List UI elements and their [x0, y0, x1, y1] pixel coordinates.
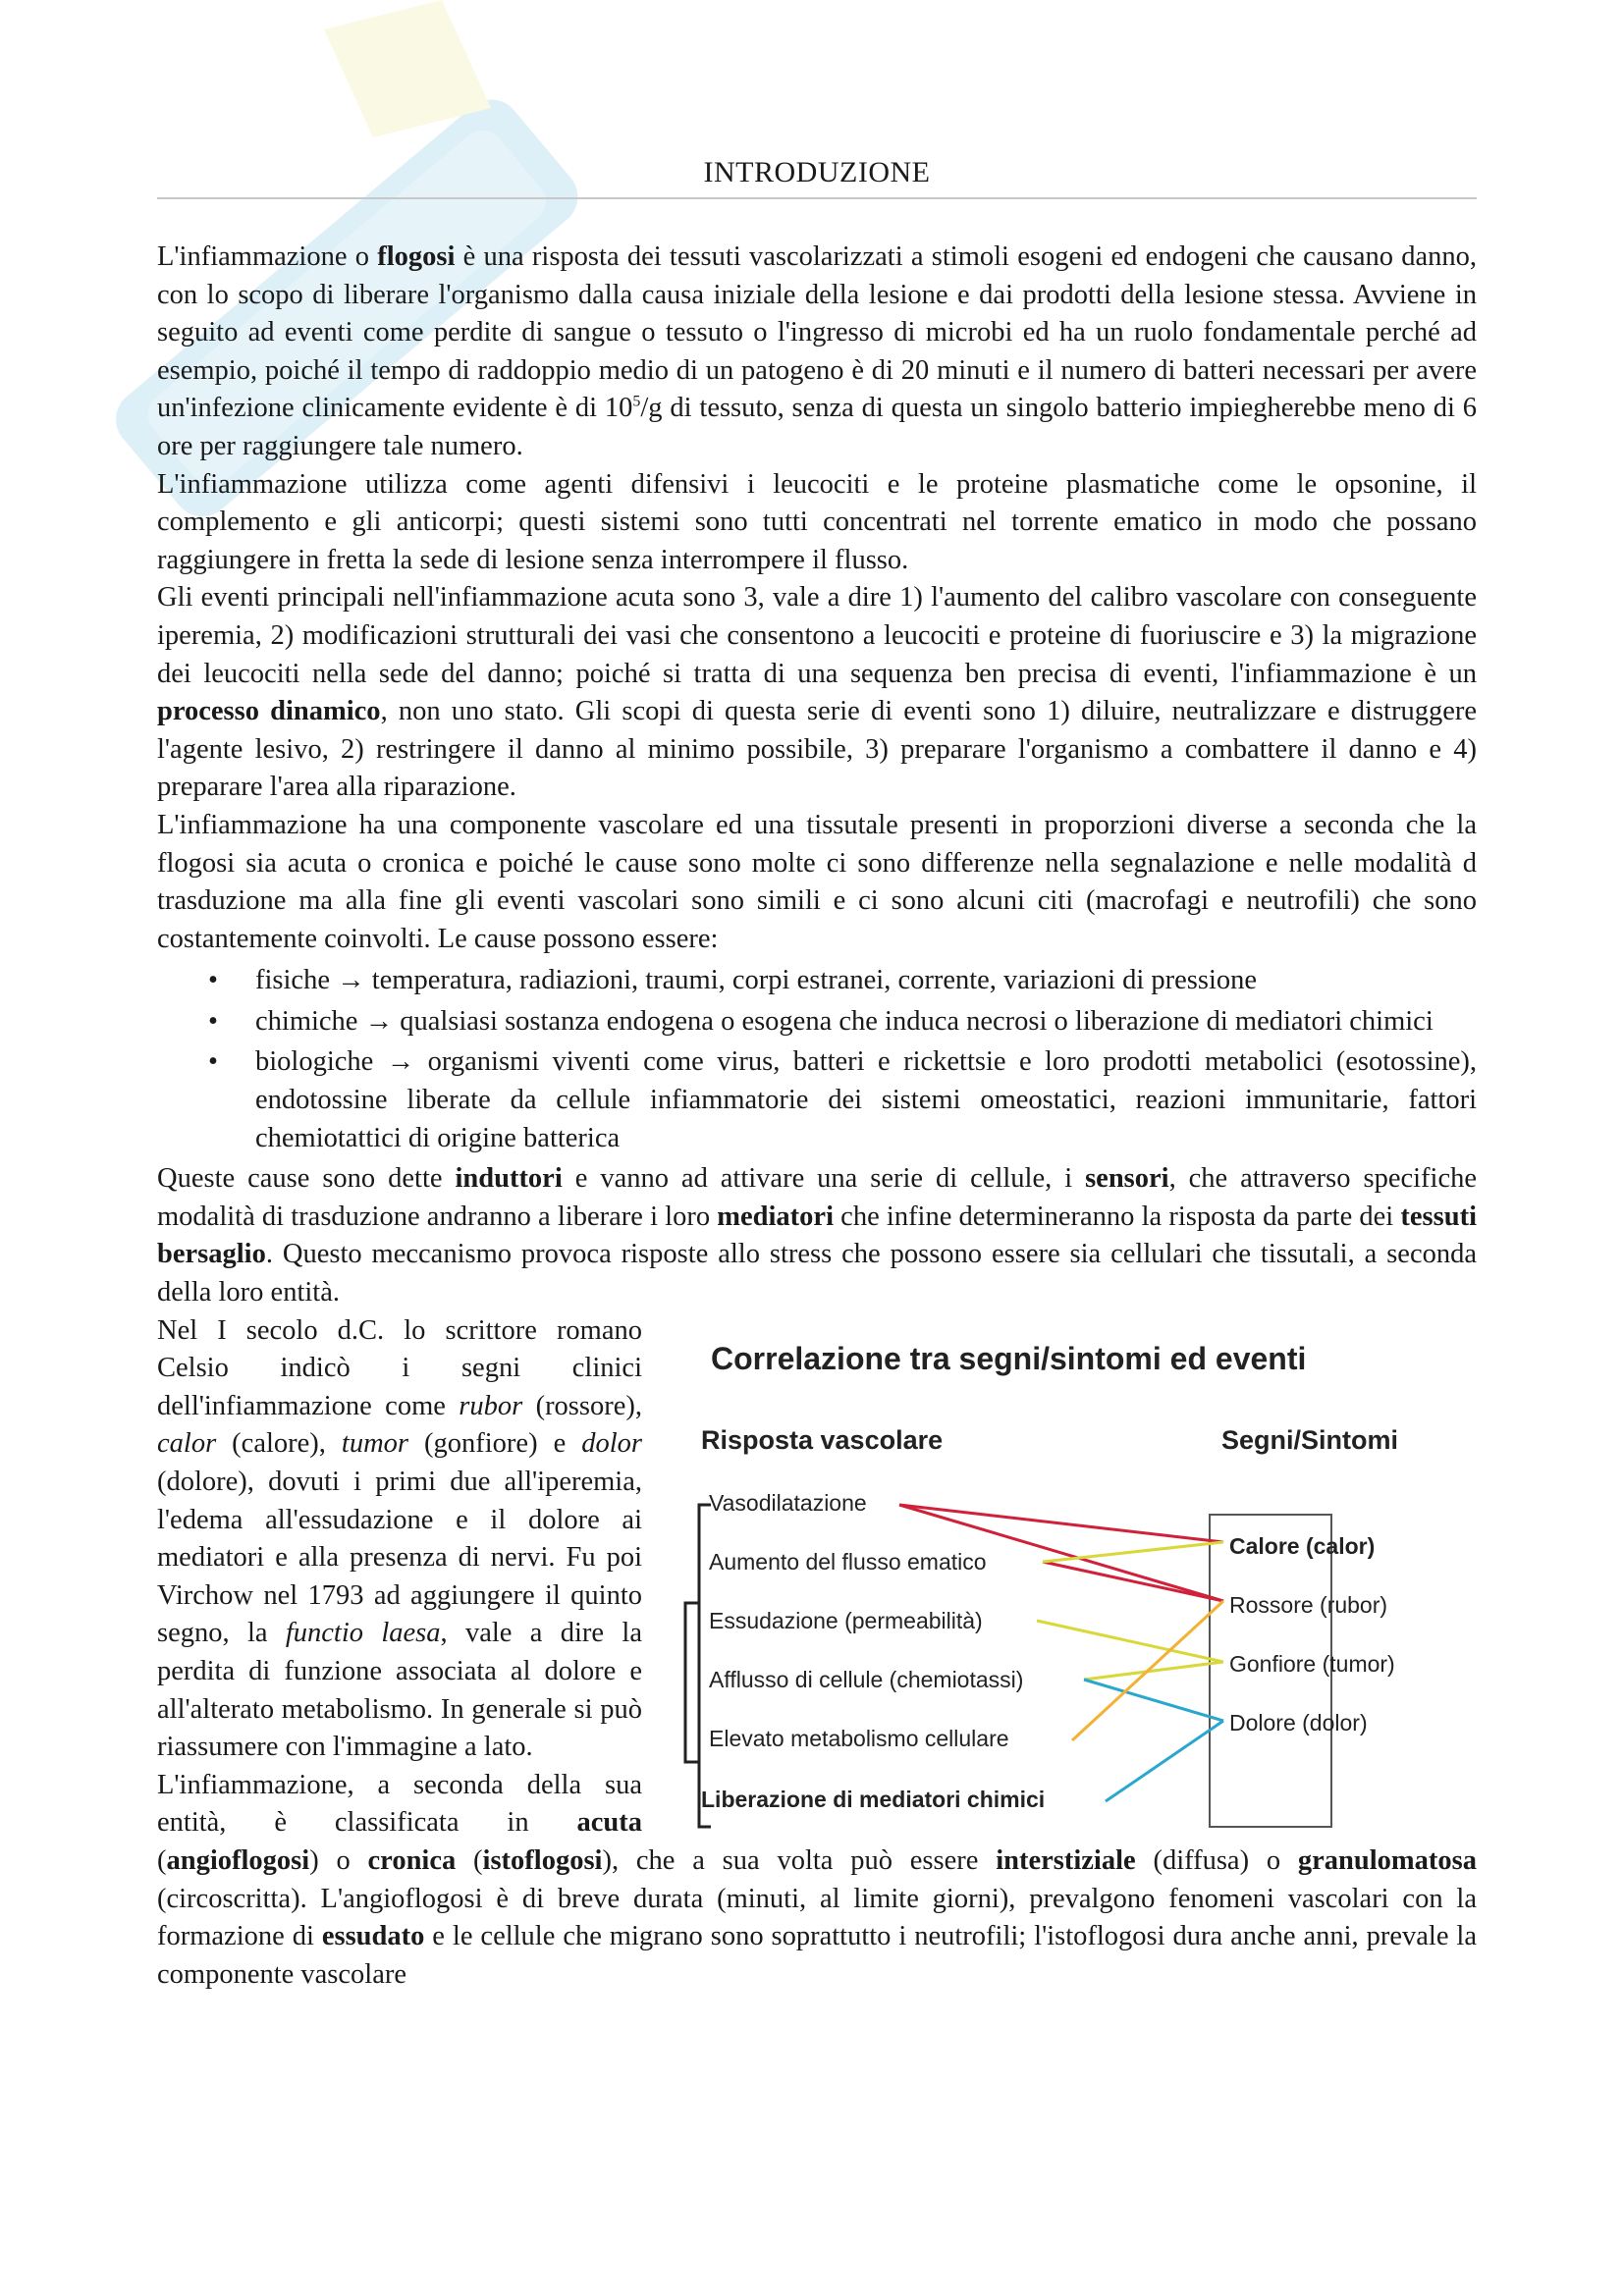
event-metabolismo: Elevato metabolismo cellulare: [709, 1725, 1009, 1751]
causes-list: [157, 962, 1477, 1157]
paragraph: Queste cause sono dette induttori e vanno ad attivare una serie di cellule, i sensori, che attraverso specifiche modalità di trasduzione andranno a liberare i loro mediatori che infine determineranno la risposta da parte dei tessuti bersaglio. Questo meccanismo provoca risposte allo stress che possono essere sia cellulari che tissutali, a seconda della loro entità.: [157, 1163, 1477, 1308]
list-item: • biologiche → organismi viventi come virus, batteri e rickettsie e loro prodotti metabolici (esotossine), endotossine liberate da cellule infiammatorie dei sistemi omeostatici, reazioni immunitarie, fattori chemiotattici di origine batterica: [157, 1043, 1477, 1157]
link-metabolismo-rossore: [1072, 1601, 1223, 1740]
signs-symptoms-figure: [672, 1318, 1477, 1837]
header-divider: [157, 197, 1477, 199]
link-flusso-rossore: [1043, 1562, 1223, 1601]
figure-title: Correlazione tra segni/sintomi ed eventi: [711, 1340, 1307, 1376]
bullet-icon: •: [208, 965, 218, 996]
bullet-icon: •: [208, 1005, 218, 1037]
event-vasodilatazione: Vasodilatazione: [709, 1489, 867, 1516]
paragraph: Gli eventi principali nell'infiammazione acuta sono 3, vale a dire 1) l'aumento del calibro vascolare con conseguente iperemia, 2) modificazioni strutturali dei vasi che consentono a leucociti e proteine di fuoriuscire e 3) la migrazione dei leucociti nella sede del danno; poiché si tratta di una sequenza ben precisa di eventi, l'infiammazione è un processo dinamico, non uno stato. Gli scopi di questa serie di eventi sono 1) diluire, neutralizzare e distruggere l'agente lesivo, 2) restringere il danno al minimo possibile, 3) preparare l'organismo a combattere il danno e 4) preparare l'area alla riparazione.: [157, 582, 1477, 803]
bullet-icon: •: [208, 1046, 218, 1078]
left-bracket-inner: [685, 1603, 699, 1762]
paragraph: L'infiammazione ha una componente vascolare ed una tissutale presenti in proporzioni diverse a seconda che la flogosi sia acuta o cronica e poiché le cause sono molte ci sono differenze nella segnalazione e nelle modalità d trasduzione ma alla fine gli eventi vascolari sono simili e ci sono alcuni citi (macrofagi e neutrofili) che sono costantemente coinvolti. Le cause possono essere:: [157, 809, 1477, 954]
event-mediatori: Liberazione di mediatori chimici: [701, 1786, 1046, 1812]
list-item: • fisiche → temperatura, radiazioni, traumi, corpi estranei, corrente, variazioni di pressione: [157, 962, 1477, 1000]
list-item: • chimiche → qualsiasi sostanza endogena o esogena che induca necrosi o liberazione di mediatori chimici: [157, 1003, 1477, 1041]
link-mediatori-dolore: [1106, 1721, 1223, 1801]
paragraph: L'infiammazione, a seconda della sua entità, è classificata in acuta (angioflogosi) o cronica (istoflogosi), che a sua volta può essere interstiziale (diffusa) o granulomatosa (circoscritta). L'angioflogosi è di breve durata (minuti, al limite giorni), prevalgono fenomeni vascolari con la formazione di essudato e le cellule che migrano sono soprattutto i neutrofili; l'istoflogosi dura anche anni, prevale la componente vascolare: [157, 1769, 1477, 1990]
document-body: [157, 239, 1477, 1994]
sign-gonfiore: Gonfiore (tumor): [1229, 1650, 1395, 1677]
right-heading: Segni/Sintomi: [1221, 1424, 1399, 1455]
link-flusso-calore: [1043, 1542, 1223, 1562]
page-title: INTRODUZIONE: [703, 156, 931, 188]
link-vasodilatazione-calore: [899, 1505, 1223, 1542]
paragraph: Nel I secolo d.C. lo scrittore romano Celsio indicò i segni clinici dell'infiammazione come rubor (rossore), calor (calore), tumor (gonfiore) e dolor (dolore), dovuti i primi due all'iperemia, l'edema all'essudazione e il dolore ai mediatori e alla presenza di nervi. Fu poi Virchow nel 1793 ad aggiungere il quinto segno, la functio laesa, vale a dire la perdita di funzione associata al dolore e all'alterato metabolismo. In generale si può riassumere con l'immagine a lato.: [157, 1314, 642, 1763]
link-afflusso-dolore: [1084, 1680, 1223, 1721]
event-afflusso-cellule: Afflusso di cellule (chemiotassi): [709, 1666, 1024, 1692]
sign-rossore: Rossore (rubor): [1229, 1591, 1388, 1618]
paragraph: L'infiammazione o flogosi è una risposta dei tessuti vascolarizzati a stimoli esogeni ed endogeni che causano danno, con lo scopo di liberare l'organismo dalla causa iniziale della lesione e dai prodotti della lesione stessa. Avviene in seguito ad eventi come perdite di sangue o tessuto o l'ingresso di microbi ed ha un ruolo fondamentale perché ad esempio, poiché il tempo di raddoppio medio di un patogeno è di 20 minuti e il numero di batteri necessari per avere un'infezione clinicamente evidente è di $10^5/g$ di tessuto, senza di questa un singolo batterio impiegherebbe meno di 6 ore per raggiungere tale numero.: [157, 241, 1477, 461]
correlation-diagram: [672, 1318, 1477, 1837]
sign-dolore: Dolore (dolor): [1229, 1709, 1368, 1735]
left-heading: Risposta vascolare: [701, 1424, 944, 1455]
sign-calore: Calore (calor): [1229, 1532, 1376, 1559]
event-essudazione: Essudazione (permeabilità): [709, 1607, 983, 1633]
event-aumento-flusso: Aumento del flusso ematico: [709, 1548, 987, 1575]
paragraph: L'infiammazione utilizza come agenti difensivi i leucociti e le proteine plasmatiche come le opsonine, il complemento e gli anticorpi; questi sistemi sono tutti concentrati nel torrente ematico in modo che possano raggiungere in fretta la sede di lesione senza interrompere il flusso.: [157, 468, 1477, 575]
